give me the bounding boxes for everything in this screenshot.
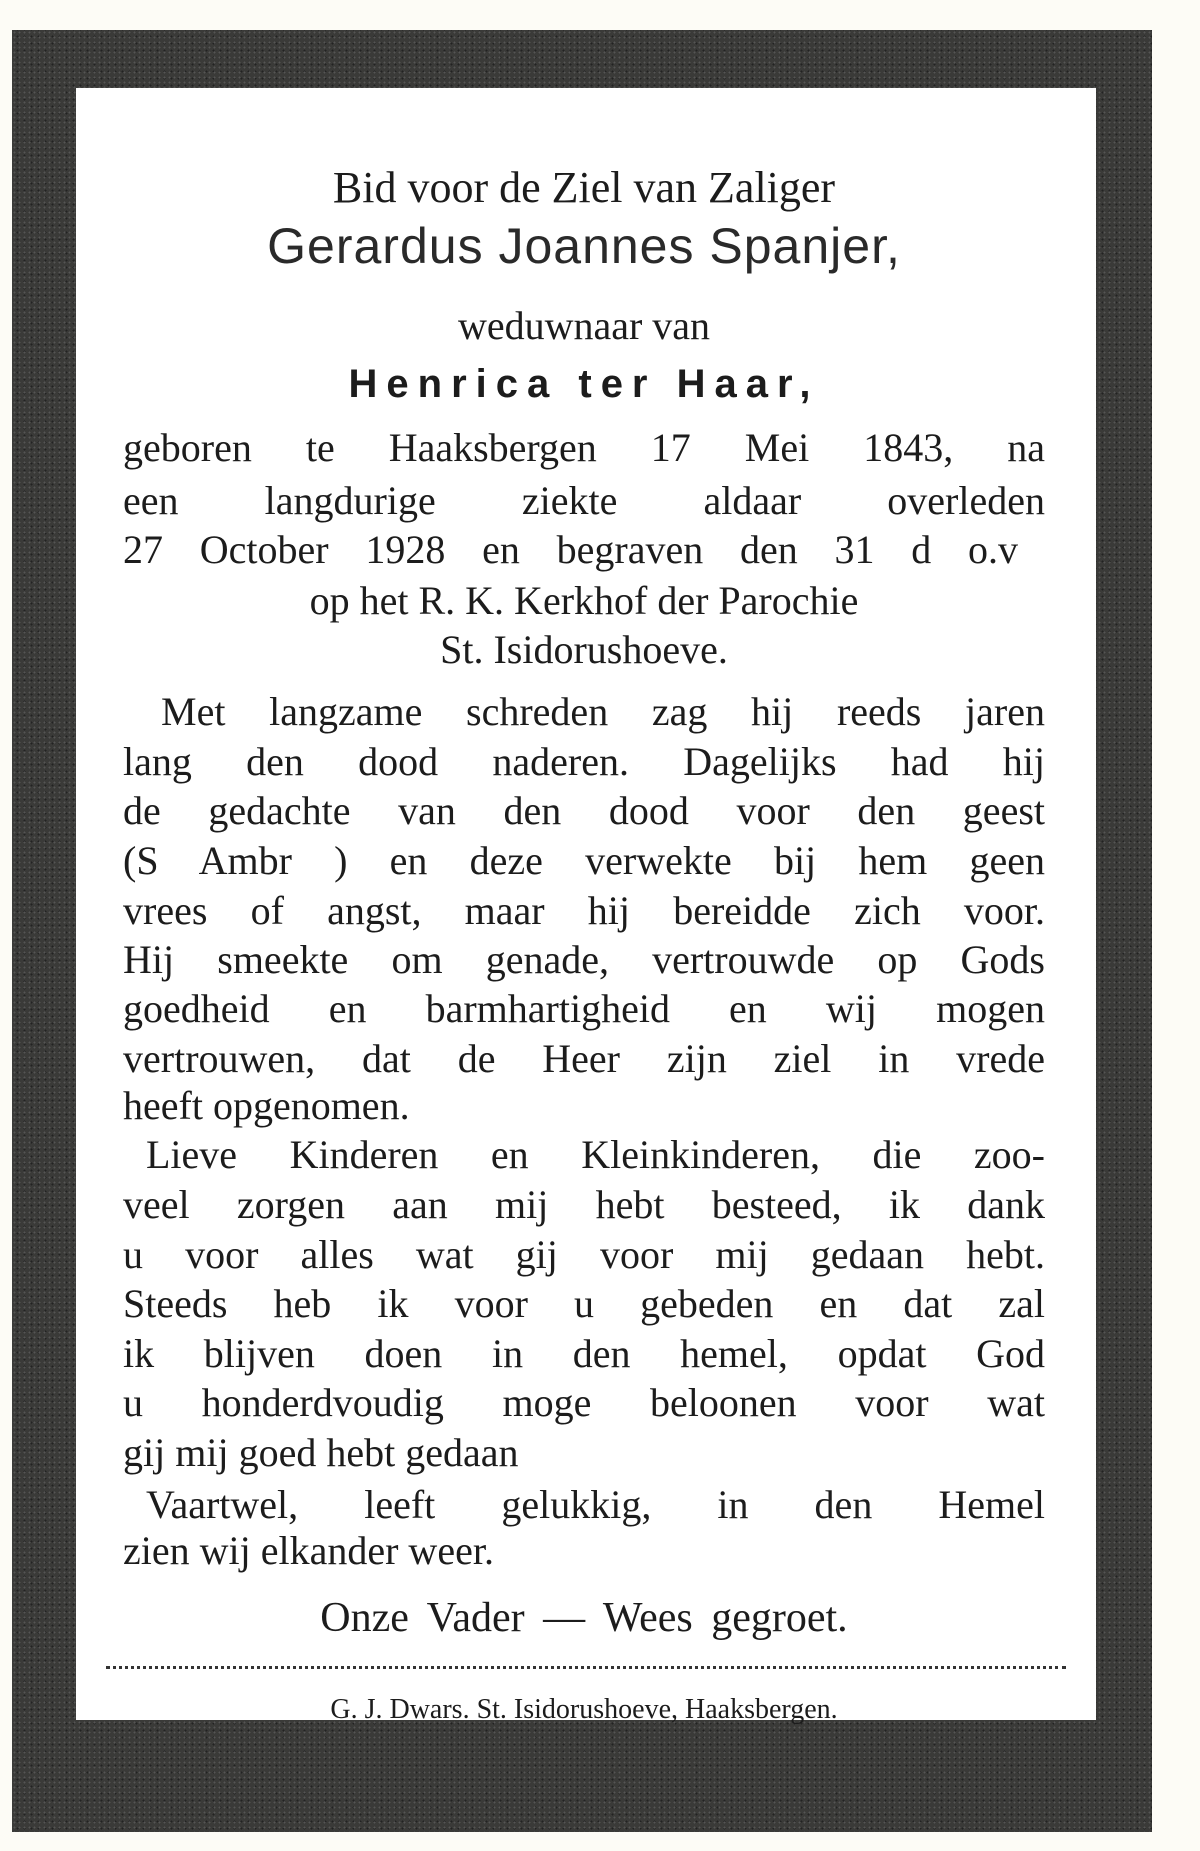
body-line: heeft opgenomen. [123,1083,410,1128]
body-line: (S Ambr ) en deze verwekte bij hem geen [123,838,1045,883]
body-line: Vaartwel, leeft gelukkig, in den Hemel [146,1482,1045,1527]
intro-line: een langdurige ziekte aldaar overleden [123,478,1045,523]
body-line: Hij smeekte om genade, vertrouwde op Gods [123,937,1045,982]
intro-line: St. Isidorushoeve. [440,627,728,672]
body-line: zien wij elkander weer. [123,1528,494,1573]
body-line: de gedachte van den dood voor den geest [123,788,1045,833]
printer-credit: G. J. Dwars. St. Isidorushoeve, Haaksbergen. [330,1694,838,1725]
intro-line: 27 October 1928 en begraven den 31 d o.v [123,527,1018,572]
body-line: u honderdvoudig moge beloonen voor wat [123,1380,1045,1425]
memorial-card [76,88,1096,1725]
spouse-name: Henrica ter Haar, [348,362,820,406]
body-line: goedheid en barmhartigheid en wij mogen [123,986,1045,1031]
body-line: gij mij goed hebt gedaan [123,1430,519,1475]
deceased-name: Gerardus Joannes Spanjer, [267,218,901,274]
body-line: lang den dood naderen. Dagelijks had hij [123,739,1045,784]
body-line: vertrouwen, dat de Heer zijn ziel in vrede [123,1036,1045,1081]
body-line: u voor alles wat gij voor mij gedaan hebt. [123,1232,1045,1277]
relation-line: weduwnaar van [457,303,711,348]
body-line: ik blijven doen in den hemel, opdat God [123,1331,1045,1376]
body-line: Met langzame schreden zag hij reeds jaren [161,689,1045,734]
closing-prayers: Onze Vader — Wees gegroet. [320,1595,848,1641]
body-line: vrees of angst, maar hij bereidde zich voor. [123,888,1045,933]
prayer-heading: Bid voor de Ziel van Zaliger [332,163,836,212]
dotted-divider [106,1666,1066,1669]
body-line: Steeds heb ik voor u gebeden en dat zal [123,1281,1045,1326]
intro-line: op het R. K. Kerkhof der Parochie [309,578,859,623]
intro-line: geboren te Haaksbergen 17 Mei 1843, na [123,425,1045,470]
body-line: Lieve Kinderen en Kleinkinderen, die zoo- [146,1132,1045,1177]
body-line: veel zorgen aan mij hebt besteed, ik dank [123,1182,1045,1227]
